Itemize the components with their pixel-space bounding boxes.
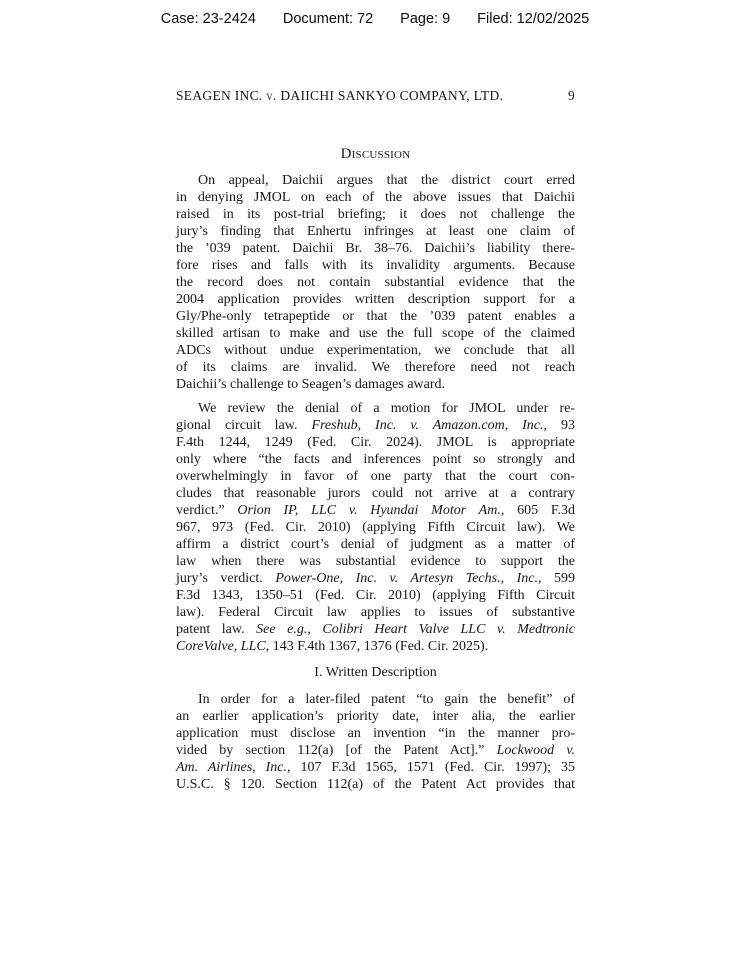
text-line: Am. Airlines, Inc., 107 F.3d 1565, 1571 (Fed. Cir. 1997); 35 bbox=[176, 760, 575, 775]
text-line: only where “the facts and inferences point so strongly and bbox=[176, 452, 575, 467]
text-line: the record does not contain substantial evidence that the bbox=[176, 275, 575, 290]
text-line: jury’s finding that Enhertu infringes at least one claim of bbox=[176, 224, 575, 239]
paragraph bbox=[176, 172, 575, 393]
stamp-page-number: Page: 9 bbox=[400, 11, 451, 27]
text-line: F.3d 1343, 1350–51 (Fed. Cir. 2010) (applying Fifth Circuit bbox=[176, 588, 575, 603]
text-line: cludes that reasonable jurors could not arrive at a contrary bbox=[176, 486, 575, 501]
text-line: jury’s verdict. Power-One, Inc. v. Artesyn Techs., Inc., 599 bbox=[176, 571, 576, 586]
text-line: Gly/Phe-only tetrapeptide or that the ’039 patent enables a bbox=[176, 309, 575, 324]
discussion-heading: Discussion bbox=[340, 146, 411, 162]
text-line: In order for a later-filed patent “to gain the benefit” of bbox=[198, 692, 575, 707]
text-line: Daichii’s challenge to Seagen’s damages award. bbox=[176, 377, 446, 392]
text-line: ADCs without undue experimentation, we conclude that all bbox=[176, 343, 575, 358]
text-line: 2004 application provides written description support for a bbox=[176, 292, 575, 307]
text-line: verdict.” Orion IP, LLC v. Hyundai Motor Am., 605 F.3d bbox=[176, 503, 575, 518]
text-line: CoreValve, LLC, 143 F.4th 1367, 1376 (Fed. Cir. 2025). bbox=[176, 639, 489, 654]
text-line: law). Federal Circuit law applies to issues of substantive bbox=[176, 605, 575, 620]
text-line: an earlier application’s priority date, inter alia, the earlier bbox=[176, 709, 575, 724]
text-line: We review the denial of a motion for JMOL under re- bbox=[198, 401, 575, 416]
text-line: in denying JMOL on each of the above issues that Daichii bbox=[176, 190, 575, 205]
text-line: gional circuit law. Freshub, Inc. v. Amazon.com, Inc., 93 bbox=[176, 418, 575, 433]
text-line: raised in its post-trial briefing; it does not challenge the bbox=[176, 207, 575, 222]
text-line: vided by section 112(a) [of the Patent Act].” Lockwood v. bbox=[176, 743, 575, 758]
running-head-case-title: SEAGEN INC. v. DAIICHI SANKYO COMPANY, LTD. bbox=[176, 88, 504, 103]
stamp-filed-date: Filed: 12/02/2025 bbox=[477, 11, 590, 27]
stamp-case-number: Case: 23-2424 bbox=[160, 11, 256, 27]
text-line: 967, 973 (Fed. Cir. 2010) (applying Fifth Circuit law). We bbox=[176, 520, 575, 535]
text-line: overwhelmingly in favor of one party that the court con- bbox=[176, 469, 575, 484]
text-line: U.S.C. § 120. Section 112(a) of the Patent Act provides that bbox=[176, 777, 575, 792]
stamp-document-number: Document: 72 bbox=[282, 11, 374, 27]
text-line: application must disclose an invention “in the manner pro- bbox=[176, 726, 575, 741]
section-heading: I. Written Description bbox=[314, 665, 437, 680]
text-line: F.4th 1244, 1249 (Fed. Cir. 2024). JMOL is appropriate bbox=[176, 435, 575, 450]
paragraph bbox=[176, 691, 575, 793]
running-head bbox=[176, 88, 575, 104]
text-line: On appeal, Daichii argues that the district court erred bbox=[198, 173, 575, 188]
text-line: fore rises and falls with its invalidity arguments. Because bbox=[176, 258, 575, 273]
text-line: the ’039 patent. Daichii Br. 38–76. Daichii’s liability there- bbox=[176, 241, 575, 256]
text-line: of its claims are invalid. We therefore need not reach bbox=[176, 360, 575, 375]
text-line: law when there was substantial evidence to support the bbox=[176, 554, 575, 569]
text-flow bbox=[176, 146, 575, 800]
court-stamp-header bbox=[0, 11, 750, 27]
paragraph bbox=[176, 400, 575, 655]
running-head-page-number: 9 bbox=[567, 88, 575, 103]
text-line: affirm a district court’s denial of judgment as a matter of bbox=[176, 537, 575, 552]
text-line: patent law. See e.g., Colibri Heart Valve LLC v. Medtronic bbox=[176, 622, 575, 637]
text-line: skilled artisan to make and use the full scope of the claimed bbox=[176, 326, 575, 341]
